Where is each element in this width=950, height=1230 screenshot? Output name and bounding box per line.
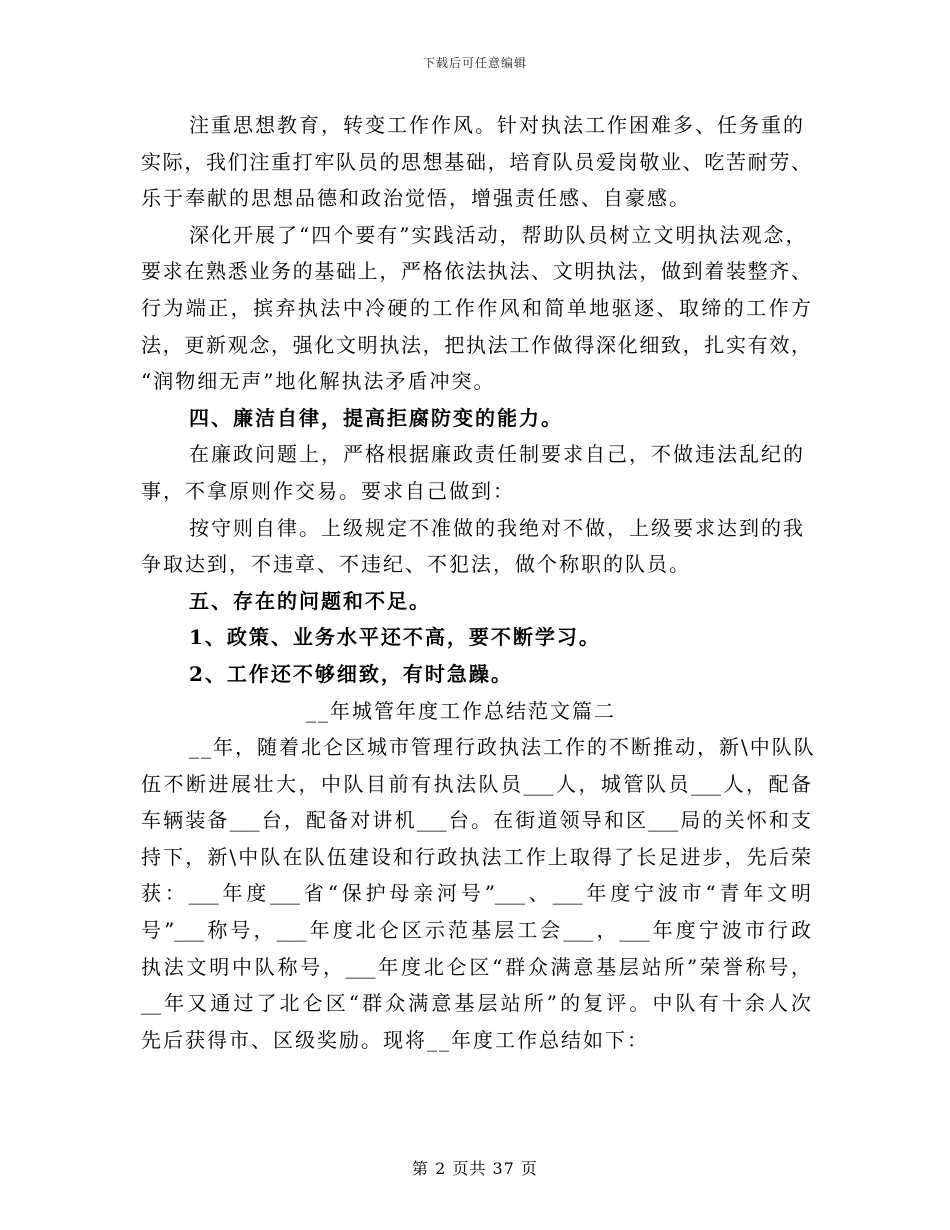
body-line: 深化开展了“四个要有”实践活动，帮助队员树立文明执法观念，	[189, 222, 808, 247]
body-line: 持下，新\中队在队伍建设和行政执法工作上取得了长足进步，先后荣	[141, 844, 811, 869]
body-line: 按守则自律。上级规定不准做的我绝对不做，上级要求达到的我	[189, 515, 805, 540]
body-line: “润物细无声”地化解执法矛盾冲突。	[141, 369, 496, 394]
body-line: 实际，我们注重打牢队员的思想基础，培育队员爱岗敬业、吃苦耐劳、	[141, 149, 811, 174]
body-line: 注重思想教育，转变工作作风。针对执法工作困难多、任务重的	[189, 113, 805, 137]
page-footer: 第 2 页共 37 页	[412, 1159, 538, 1178]
section-heading: 四、廉洁自律，提高拒腐防变的能力。	[189, 405, 563, 430]
body-line: __年又通过了北仑区“群众满意基层站所”的复评。中队有十余人次	[141, 991, 811, 1016]
body-line: 车辆装备___台，配备对讲机___台。在街道领导和区___局的关怀和支	[141, 808, 811, 833]
body-line: 先后获得市、区级奖励。现将__年度工作总结如下：	[141, 1027, 649, 1052]
document-body	[141, 107, 816, 1058]
section-heading: 五、存在的问题和不足。	[189, 588, 431, 613]
body-line: 法，更新观念，强化文明执法，把执法工作做得深化细致，扎实有效，	[141, 332, 811, 357]
body-line: 执法文明中队称号，___年度北仑区“群众满意基层站所”荣誉称号，	[141, 954, 811, 979]
list-item: 2、工作还不够细致，有时急躁。	[189, 661, 513, 686]
body-line: 伍不断进展壮大，中队目前有执法队员___人，城管队员___人，配备	[141, 771, 811, 796]
body-line: 在廉政问题上，严格根据廉政责任制要求自己，不做违法乱纪的	[189, 442, 805, 467]
body-line: 获：___年度___省“保护母亲河号”___、___年度宁波市“青年文明	[141, 881, 811, 906]
body-line: __年，随着北仑区城市管理行政执法工作的不断推动，新\中队队	[189, 735, 816, 760]
body-line: 乐于奉献的思想品德和政治觉悟，增强责任感、自豪感。	[141, 186, 691, 211]
body-line: 要求在熟悉业务的基础上，严格依法执法、文明执法，做到着装整齐、	[141, 259, 811, 284]
page-header: 下载后可任意编辑	[422, 56, 527, 70]
body-line: 行为端正，摈弃执法中冷硬的工作作风和简单地驱逐、取缔的工作方	[141, 295, 811, 320]
body-line: 号”___称号，___年度北仑区示范基层工会___，___年度宁波市行政	[141, 918, 811, 943]
list-item: 1、政策、业务水平还不高，要不断学习。	[189, 625, 601, 650]
body-line: 争取达到，不违章、不违纪、不犯法，做个称职的队员。	[141, 552, 691, 577]
body-line: 事，不拿原则作交易。要求自己做到：	[141, 478, 515, 503]
article-title: __年城管年度工作总结范文篇二	[306, 698, 616, 723]
